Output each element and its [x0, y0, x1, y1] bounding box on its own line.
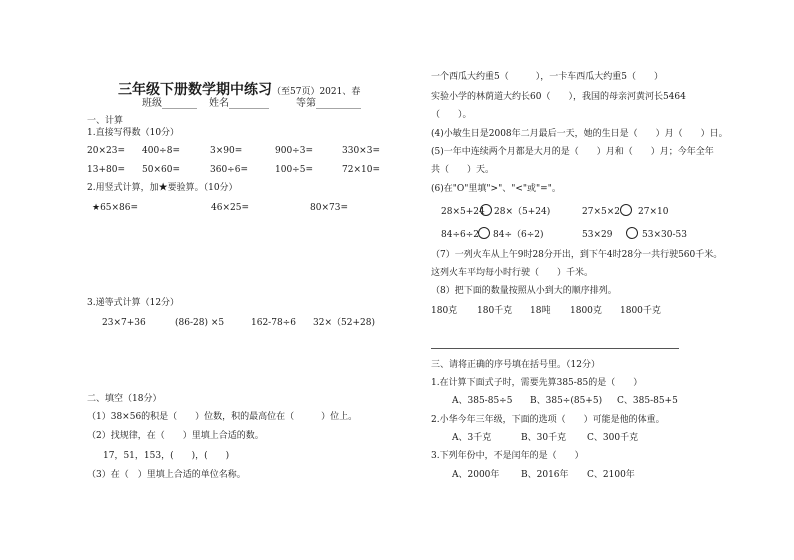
- choice-option: C、300千克: [587, 433, 639, 443]
- choice-option: B、2016年: [521, 470, 569, 480]
- oral-calc: 13+80=: [87, 165, 125, 175]
- oral-calc: 400÷8=: [142, 146, 180, 156]
- fill-line: 一个西瓜大约重5（ ），一卡车西瓜大约重5（ ）: [431, 72, 663, 82]
- oral-calc: 50×60=: [142, 165, 180, 175]
- q1-heading: 1.直接写得数（10分）: [87, 128, 180, 138]
- compare-left: 53×29: [582, 230, 613, 240]
- name-field: 姓名________: [209, 98, 269, 109]
- choice-option: C、385-85+5: [617, 396, 678, 406]
- compare-circle[interactable]: [620, 204, 632, 216]
- oral-calc: 20×23=: [87, 146, 125, 156]
- fill-question: （2）找规律，在（ ）里填上合适的数。: [87, 431, 264, 441]
- oral-calc: 330×3=: [342, 146, 380, 156]
- fill-line: 实验小学的林荫道大约长60（ ），我国的母亲河黄河长5464: [431, 92, 686, 102]
- section-3-heading: 三、请将正确的序号填在括号里。（12分）: [431, 360, 600, 370]
- step-calc: (86-28) ×5: [175, 318, 225, 328]
- fill-line: （ ）。: [431, 110, 472, 120]
- quantity-item: 180克: [431, 306, 458, 316]
- step-calc: 162-78÷6: [251, 318, 296, 328]
- compare-circle[interactable]: [480, 204, 492, 216]
- divider-line: [431, 348, 679, 349]
- choice-option: A、385-85÷5: [452, 396, 513, 406]
- quantity-item: 1800千克: [620, 306, 661, 316]
- oral-calc: 900÷3=: [275, 146, 313, 156]
- quantity-item: 18吨: [530, 306, 551, 316]
- choice-option: B、30千克: [521, 433, 567, 443]
- compare-right: 28×（5+24): [494, 207, 551, 217]
- compare-left: 84÷6÷2: [441, 230, 479, 240]
- choice-option: A、2000年: [452, 470, 500, 480]
- fill-line: (5)一年中连续两个月都是大月的是（ ）月和（ ）月；今年全年: [431, 147, 714, 157]
- title-note: （至57页）2021、春: [272, 87, 361, 97]
- grade-field: 等第_________: [296, 98, 361, 109]
- oral-calc: 100÷5=: [275, 165, 313, 175]
- class-field: 班级_______: [142, 98, 197, 109]
- fill-line: （7）一列火车从上午9时28分开出，到下午4时28分一共行驶560千米。: [431, 250, 723, 260]
- step-calc: 32×（52+28): [313, 318, 375, 328]
- choice-question: 3.下列年份中，不是闰年的是（ ）: [431, 451, 584, 461]
- compare-left: 27×5×2: [582, 207, 620, 217]
- vertical-calc: 46×25=: [211, 203, 249, 213]
- quantity-item: 180千克: [477, 306, 513, 316]
- vertical-calc: ★65×86=: [92, 203, 139, 213]
- fill-question: （3）在（ ）里填上合适的单位名称。: [87, 470, 246, 480]
- oral-calc: 3×90=: [210, 146, 243, 156]
- fill-question: （1）38×56的积是（ ）位数，积的最高位在（ ）位上。: [87, 412, 358, 422]
- number-sequence: 17，51，153，( )，( ): [103, 451, 230, 461]
- choice-option: B、385÷(85+5): [530, 396, 603, 406]
- fill-line: (4)小敏生日是2008年二月最后一天，她的生日是（ ）月（ ）日。: [431, 129, 728, 139]
- q2-heading: 2.用竖式计算，加★要验算。（10分）: [87, 183, 238, 193]
- fill-line: 这列火车平均每小时行驶（ ）千米。: [431, 268, 594, 278]
- step-calc: 23×7+36: [102, 318, 146, 328]
- q3-heading: 3.递等式计算（12分）: [87, 298, 180, 308]
- choice-question: 2.小华今年三年级，下面的选项（ ）可能是他的体重。: [431, 415, 665, 425]
- choice-option: A、3千克: [452, 433, 492, 443]
- compare-right: 53×30-53: [642, 230, 687, 240]
- page-title: 三年级下册数学期中练习（至57页）2021、春: [118, 82, 361, 98]
- choice-question: 1.在计算下面式子时，需要先算385-85的是（ ）: [431, 378, 643, 388]
- fill-line: (6)在"O"里填">"、"<"或"="。: [431, 184, 561, 194]
- fill-line: （8）把下面的数量按照从小到大的顺序排列。: [431, 286, 617, 296]
- compare-left: 28×5+24: [441, 207, 485, 217]
- compare-circle[interactable]: [626, 227, 638, 239]
- choice-option: C、2100年: [587, 470, 635, 480]
- oral-calc: 360÷6=: [210, 165, 248, 175]
- oral-calc: 72×10=: [342, 165, 380, 175]
- section-2-heading: 二、填空（18分）: [87, 394, 162, 404]
- compare-circle[interactable]: [478, 227, 490, 239]
- compare-right: 84÷（6÷2): [493, 230, 544, 240]
- compare-right: 27×10: [638, 207, 669, 217]
- section-1-heading: 一、计算: [87, 116, 124, 126]
- fill-line: 共（ ）天。: [431, 165, 495, 175]
- vertical-calc: 80×73=: [310, 203, 348, 213]
- quantity-item: 1800克: [570, 306, 602, 316]
